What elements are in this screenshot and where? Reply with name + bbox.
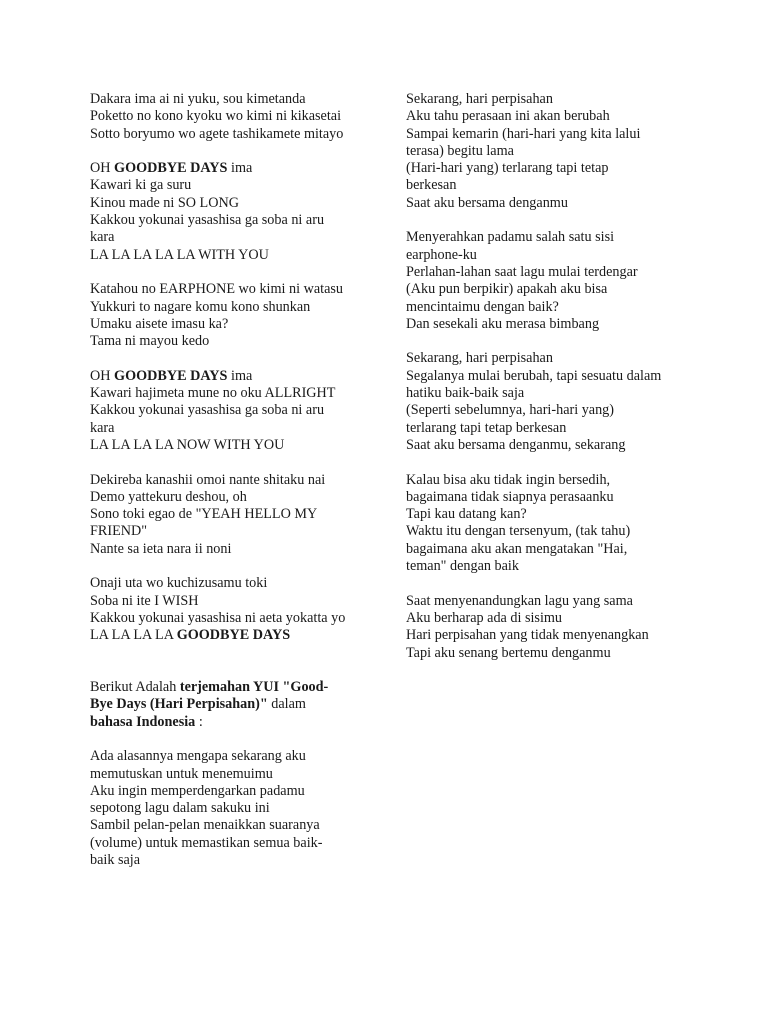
translation-line: Aku berharap ada di sisimu — [406, 609, 563, 626]
lyric-line: Onaji uta wo kuchizusamu toki — [90, 575, 268, 592]
translation-line: Sampai kemarin (hari-hari yang kita lalui — [406, 125, 641, 142]
translation-line: sepotong lagu dalam sakuku ini — [90, 800, 270, 817]
translation-line: Sekarang, hari perpisahan — [406, 350, 553, 367]
intro-line — [90, 679, 370, 696]
lyric-line: Sono toki egao de "YEAH HELLO MY — [90, 506, 318, 523]
translation-line: Sambil pelan-pelan menaikkan suaranya — [90, 817, 320, 834]
translation-line: bagaimana aku akan mengatakan "Hai, — [406, 540, 628, 557]
lyric-line: Kawari ki ga suru — [90, 177, 192, 194]
translation-intro — [90, 679, 370, 731]
translation-line: hatiku baik-baik saja — [406, 385, 525, 402]
lyric-text: ima — [227, 367, 253, 384]
lyric-line: Kakkou yokunai yasashisa ga soba ni aru — [90, 212, 325, 229]
lyric-line: Kakkou yokunai yasashisa ni aeta yokatta yo — [90, 609, 346, 626]
lyric-line: LA LA LA LA NOW WITH YOU — [90, 436, 285, 453]
intro-bold-text: Bye Days (Hari Perpisahan)" — [90, 696, 268, 713]
translation-line: Menyerahkan padamu salah satu sisi — [406, 229, 615, 246]
intro-bold-text: terjemahan YUI "Good- — [179, 679, 329, 696]
lyric-line: Dakara ima ai ni yuku, sou kimetanda — [90, 91, 306, 107]
translation-stanza — [406, 350, 682, 454]
translation-line: bagaimana tidak siapnya perasaanku — [406, 488, 614, 505]
translation-line: (Aku pun berpikir) apakah aku bisa — [406, 281, 608, 298]
lyric-text: OH — [90, 160, 115, 177]
intro-bold-text: bahasa Indonesia — [90, 713, 196, 730]
lyric-line: Nante sa ieta nara ii noni — [90, 540, 232, 557]
translation-line: (Seperti sebelumnya, hari-hari yang) — [406, 402, 615, 419]
lyrics-stanza — [90, 91, 370, 143]
lyric-line: kara — [90, 419, 115, 436]
translation-line: Tapi kau datang kan? — [406, 506, 527, 523]
translation-line: Waktu itu dengan tersenyum, (tak tahu) — [406, 523, 631, 540]
lyric-line: Kawari hajimeta mune no oku ALLRIGHT — [90, 385, 336, 402]
lyric-line: FRIEND" — [90, 523, 148, 540]
translation-line: Saat aku bersama denganmu — [406, 194, 568, 211]
left-column — [90, 91, 370, 869]
translation-line: Kalau bisa aku tidak ingin bersedih, — [406, 471, 611, 488]
lyrics-stanza — [90, 160, 370, 264]
lyrics-stanza — [90, 368, 370, 454]
translation-line: (volume) untuk memastikan semua baik- — [90, 834, 323, 851]
translation-line: Sekarang, hari perpisahan — [406, 91, 553, 107]
translation-line: Saat aku bersama denganmu, sekarang — [406, 436, 626, 453]
translation-line: memutuskan untuk menemuimu — [90, 765, 273, 782]
intro-text: : — [195, 713, 203, 730]
lyric-line: Katahou no EARPHONE wo kimi ni watasu — [90, 281, 343, 298]
intro-line — [90, 696, 370, 713]
translation-line: Perlahan-lahan saat lagu mulai terdengar — [406, 263, 638, 280]
translation-line: baik saja — [90, 852, 141, 869]
intro-text: dalam — [267, 696, 306, 713]
translation-stanza — [90, 748, 370, 869]
lyric-line: Sotto boryumo wo agete tashikamete mitayo — [90, 125, 344, 142]
lyric-line: Yukkuri to nagare komu kono shunkan — [90, 298, 311, 315]
lyric-line: LA LA LA LA LA WITH YOU — [90, 246, 269, 263]
translation-stanza — [406, 229, 682, 333]
translation-line: Segalanya mulai berubah, tapi sesuatu dalam — [406, 367, 662, 384]
translation-line: mencintaimu dengan baik? — [406, 298, 559, 315]
translation-line: Dan sesekali aku merasa bimbang — [406, 315, 600, 332]
translation-stanza — [406, 472, 682, 576]
lyric-line: Kinou made ni SO LONG — [90, 194, 239, 211]
translation-line: Aku ingin memperdengarkan padamu — [90, 782, 305, 799]
lyric-text: ima — [227, 160, 253, 177]
lyric-bold-text: GOODBYE DAYS — [114, 160, 228, 177]
lyric-line: kara — [90, 229, 115, 246]
translation-line: Hari perpisahan yang tidak menyenangkan — [406, 627, 649, 644]
translation-line: Aku tahu perasaan ini akan berubah — [406, 108, 610, 125]
intro-line — [90, 714, 370, 731]
lyric-line: Demo yattekuru deshou, oh — [90, 488, 247, 505]
lyric-line: Kakkou yokunai yasashisa ga soba ni aru — [90, 402, 325, 419]
translation-stanza — [406, 91, 682, 212]
lyric-line: Poketto no kono kyoku wo kimi ni kikasetai — [90, 108, 342, 125]
lyric-text: LA LA LA LA — [90, 627, 177, 644]
translation-line: earphone-ku — [406, 246, 477, 263]
intro-text: Berikut Adalah — [90, 679, 180, 696]
lyrics-stanza — [90, 281, 370, 350]
translation-line: Ada alasannya mengapa sekarang aku — [90, 748, 306, 765]
translation-line: Tapi aku senang bertemu denganmu — [406, 644, 611, 661]
lyric-line — [90, 368, 370, 385]
lyric-line: Soba ni ite I WISH — [90, 592, 199, 609]
translation-stanza — [406, 593, 682, 662]
lyrics-stanza — [90, 575, 370, 644]
lyric-line — [90, 627, 370, 644]
lyric-line: Dekireba kanashii omoi nante shitaku nai — [90, 471, 326, 488]
lyric-line: Umaku aisete imasu ka? — [90, 315, 229, 332]
lyric-text: OH — [90, 367, 115, 384]
translation-line: terasa) begitu lama — [406, 142, 514, 159]
right-column — [406, 91, 682, 662]
lyric-line: Tama ni mayou kedo — [90, 333, 210, 350]
lyric-line — [90, 160, 370, 177]
translation-line: teman" dengan baik — [406, 558, 519, 575]
translation-line: (Hari-hari yang) terlarang tapi tetap — [406, 160, 609, 177]
lyric-bold-text: GOODBYE DAYS — [176, 627, 291, 644]
translation-line: berkesan — [406, 177, 457, 194]
translation-line: terlarang tapi tetap berkesan — [406, 419, 567, 436]
lyrics-stanza — [90, 472, 370, 558]
translation-line: Saat menyenandungkan lagu yang sama — [406, 592, 633, 609]
lyric-bold-text: GOODBYE DAYS — [114, 367, 228, 384]
